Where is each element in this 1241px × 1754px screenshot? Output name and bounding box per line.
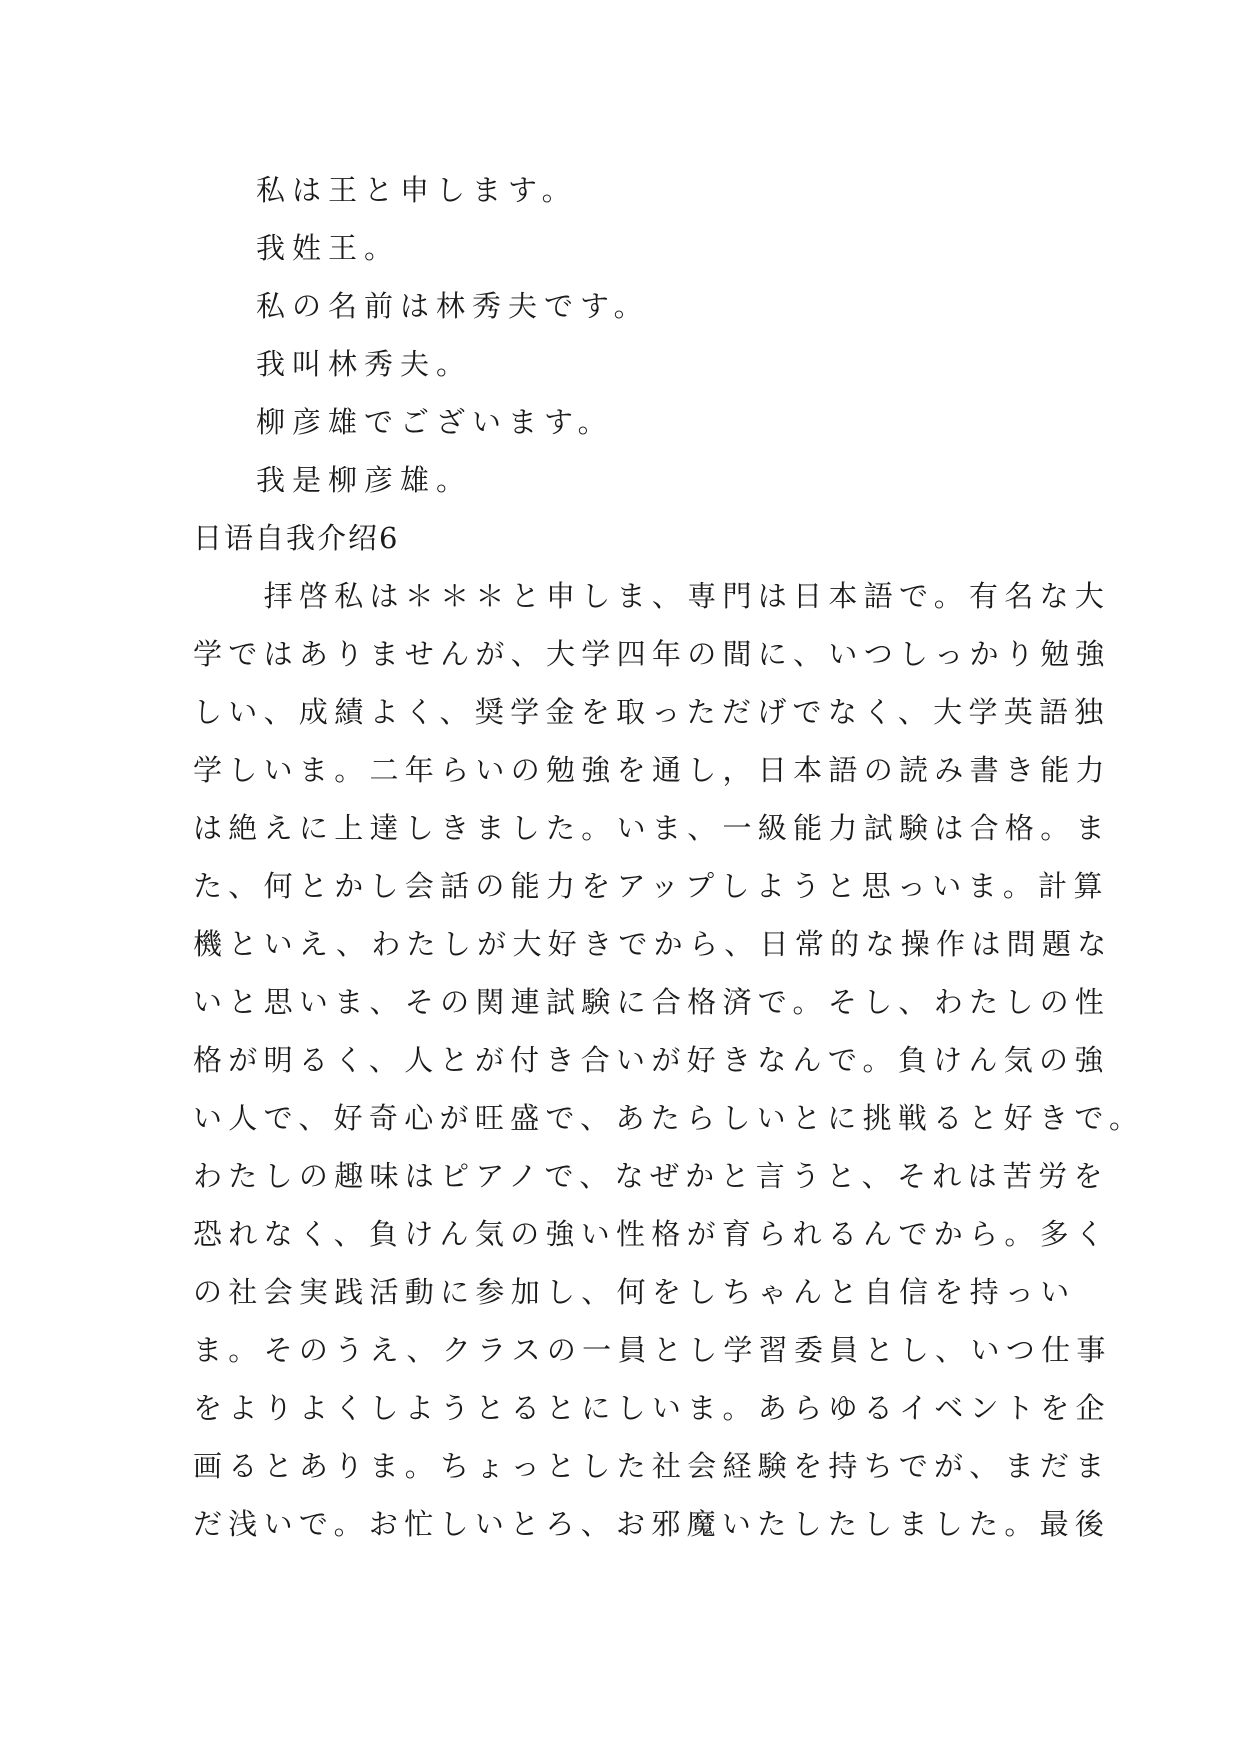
paragraph-line: 拝啓私は＊＊＊と申しま、専門は日本語で。有名な大 [193, 579, 1111, 613]
paragraph-line: 恐れなく、負けん気の強い性格が育られるんでから。多く [193, 1217, 1111, 1251]
intro-line: 柳彦雄でございます。 [256, 405, 614, 439]
paragraph-line: い人で、好奇心が旺盛で、あたらしいとに挑戦ると好きで。 [193, 1101, 1145, 1135]
paragraph-line: だ浅いで。お忙しいとろ、お邪魔いたしたしました。最後 [193, 1507, 1111, 1541]
section-heading: 日语自我介绍6 [193, 521, 400, 555]
paragraph-line: いと思いま、その関連試験に合格済で。そし、わたしの性 [193, 985, 1111, 1019]
intro-line: 我姓王。 [256, 231, 401, 265]
paragraph-line: ま。そのうえ、クラスの一員とし学習委員とし、いつ仕事 [193, 1333, 1112, 1367]
paragraph-line: 学ではありませんが、大学四年の間に、いつしっかり勉強 [193, 637, 1111, 671]
document-body [193, 161, 1145, 1553]
intro-line: 我叫林秀夫。 [256, 347, 473, 381]
paragraph-line: 画るとありま。ちょっとした社会経験を持ちでが、まだま [193, 1449, 1111, 1483]
paragraph-line: 学しいま。二年らいの勉強を通し，日本語の読み書き能力 [193, 753, 1111, 787]
intro-line: 私の名前は林秀夫です。 [256, 289, 650, 323]
paragraph-line: 格が明るく、人とが付き合いが好きなんで。負けん気の強 [193, 1043, 1110, 1077]
paragraph-line: しい、成績よく、奨学金を取っただげでなく、大学英語独 [193, 695, 1110, 729]
intro-line: 我是柳彦雄。 [256, 463, 473, 497]
paragraph-line: をよりよくしようとるとにしいま。あらゆるイベントを企 [193, 1391, 1111, 1425]
paragraph-line: の社会実践活動に参加し、何をしちゃんと自信を持っい [193, 1275, 1076, 1309]
paragraph-line: は絶えに上達しきました。いま、一級能力試験は合格。ま [193, 811, 1111, 845]
intro-line: 私は王と申します。 [256, 173, 578, 207]
paragraph-line: 機といえ、わたしが大好きでから、日常的な操作は問題な [193, 927, 1113, 961]
paragraph-line: わたしの趣味はピアノで、なぜかと言うと、それは苦労を [193, 1159, 1109, 1193]
paragraph-line: た、何とかし会話の能力をアップしようと思っいま。計算 [193, 869, 1109, 903]
